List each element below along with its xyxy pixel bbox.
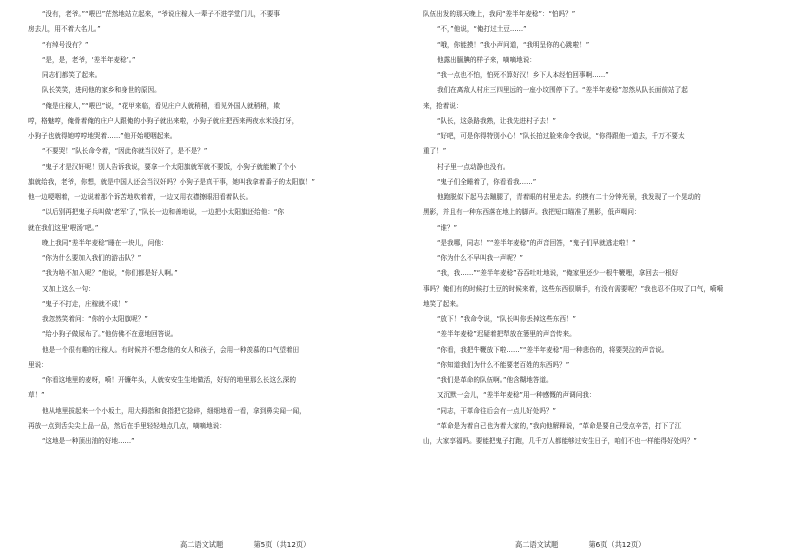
text-line: “俺是庄稼人，”“喂巴”说，“花甲来临，看见庄户人就稍稍，看见外国人就稍稍，欺 — [42, 101, 280, 110]
text-line: “有绰号没有？” — [42, 40, 89, 49]
text-line: “谁？” — [437, 223, 458, 232]
text-line: “这地是一种顶出油的好地……” — [42, 437, 135, 445]
page-text-right — [423, 7, 777, 449]
text-line: “鬼子才是汉奸呢！别人告诉我说，要拿一个太阳旗就军就不要饭，小狗子就能嫩了个小 — [42, 162, 296, 171]
text-line: “放下！”我命令说，“队长叫你丢掉这些东西！” — [437, 315, 576, 323]
text-line: 村子里一点动静也没有。 — [437, 162, 510, 171]
text-line: 又沉默一会儿，“差半年麦稔”用一种感慨的声调问我： — [437, 391, 596, 400]
text-line: 他从地里拔起来一个小坂土，用大拇指和食指把它捻碎，细细地看一看，拿到鼻尖闻一闻， — [42, 406, 306, 415]
page-footer-left — [180, 540, 310, 550]
text-line: 草！” — [28, 391, 45, 400]
text-line: 房去儿，用不着大名儿。” — [28, 25, 101, 34]
exam-page-left — [28, 0, 374, 560]
text-line: 我们在离敌人村庄三四里远的一座小坟围停下了。“差半年麦稔”忽然从队长面前站了起 — [437, 86, 688, 95]
text-line: “我一点也不怕，怕死不算好汉！乡下人本经怕回事啊……” — [437, 71, 609, 79]
text-line: “革命是为着自己也为着大家的，”我向他解释说，“革命是要自己受点辛苦，打下了江 — [437, 421, 682, 430]
text-line: “差半年麦稔”迟疑着把犁放在篓里的声音传来。 — [437, 330, 576, 339]
text-line: 地笑了起来。 — [423, 299, 463, 308]
text-line: 再放一点到舌尖尖上品一品，然后在手里轻轻地点几点，嘀嘀地说： — [28, 421, 226, 430]
text-line: “是我哪，同志！”“差半年麦稔”的声音回答，“鬼子们早就逃走啦！” — [437, 238, 636, 247]
text-line: “不，”他说，“俺打过土豆……” — [437, 25, 527, 34]
text-line: “好吧，可是你得特别小心！”队长拍过脸来命令我说，“你得跟他一道去，千万不要太 — [437, 132, 685, 140]
text-line: “队长，这条路我熟，让我先进村子去！” — [437, 116, 556, 125]
text-line: “鬼子们全睡着了，你看看我……” — [437, 177, 537, 186]
text-line: 重了！” — [423, 147, 447, 156]
text-line: 晚上我同“差半年麦稔”睡在一块儿，问他： — [42, 238, 168, 247]
text-line: “哦，你能摸！”我小声问道，“我明呈你的心跳啦！” — [437, 40, 590, 49]
text-line: 我忽然笑着问：“你的小太阳旗呢？” — [42, 315, 148, 323]
footer-page-number: 第6页（共12页） — [588, 540, 646, 549]
text-line: “我们是革命的队伍啊。”他含糊地答道。 — [437, 376, 553, 384]
text-line: “你看，我把牛鞭放下啦……”“差半年麦稔”用一种悲伤的，将要哭泣的声音说。 — [437, 345, 669, 354]
text-line: 里说： — [28, 360, 48, 369]
text-line: “以后别再把鬼子兵叫做‘老军’了，”队长一边和善地说，一边把小太阳旗还给他：“你 — [42, 208, 284, 217]
text-line: “你为什么不早叫我一声呢？” — [437, 254, 523, 262]
text-line: “不要哭！”队长命令着，“因此你就当汉奸了，是不是？” — [42, 147, 208, 156]
text-line: “鬼子不打走，庄稼就不成！” — [42, 299, 128, 308]
text-line: “我为啥不加入呢？”他说，“你们都是好人啊。” — [42, 269, 178, 278]
text-line: “我，我……”“差半年麦稔”吞吞吐吐地说，“俺家里还少一根牛鞭哩，拿回去一根好 — [437, 269, 679, 278]
text-line: “你看这地里的麦呀，嗬！开镰年头，人就安安生生地做活，好好的地里那么长这么深的 — [42, 376, 296, 384]
text-line: “没有，老爷。”“喂巴”茫然地站立起来，“爷说庄稼人一辈子不进学堂门儿，不要事 — [42, 10, 280, 18]
text-line: “是，是，老爷，‘差半年麦稔’。” — [42, 55, 136, 64]
text-line: 就在我们这里‘喂汤’吧。” — [28, 223, 99, 232]
exam-page-right — [423, 0, 777, 560]
footer-subject: 高二语文试题 — [515, 540, 559, 549]
text-line: 哼，格魅哼，俺骨着俺的庄户人跟俺的小狗子就出来啦，小狗子就庄把西来两夜水米没打牙， — [28, 116, 299, 125]
text-line: 队长笑笑，进问他的家乡和身世的原因。 — [42, 86, 161, 95]
text-line: 他一边哽咽着，一边说着那个诉苦地吹着着，一边又用衣襟擦眼泪看着队长。 — [28, 193, 253, 201]
text-line: “给小狗子做尿布了。”他仿佛不在意地回答说。 — [42, 330, 178, 339]
text-line: 他跑脱似下起马去蹦腿了，青着眼的村里走去。约摸有二十分钟光景，我发现了一个晃动的 — [437, 193, 701, 201]
text-line: 山，大家享福吗。要能把鬼子打跑，几千万人都能够过安生日子，咱们不也一样能得好处吗？” — [423, 437, 697, 445]
footer-subject: 高二语文试题 — [180, 540, 224, 549]
text-line: “你为什么要加入我们的游击队？” — [42, 254, 142, 262]
text-line: “同志，干革命往后会有一点儿好处吗？” — [437, 406, 556, 415]
text-line: 黑影，并且有一种东西落在地上的脚声。我把短口瞄准了黑影，低声喝问： — [423, 208, 641, 217]
text-line: 他是一个很有趣的庄稼人。有时候并不想念他的女人和孩子，会用一种羡慕的口气望着田 — [42, 345, 300, 354]
page-text-left — [28, 7, 374, 449]
text-line: 来，抢着说： — [423, 101, 463, 110]
text-line: 队伍出发的那天晚上，我问“差半年麦稔”：“怕吗？” — [423, 10, 576, 18]
text-line: 旗就给我，老爷，你想，就是中国人还会当汉奸吗？小狗子是真干事，她叫我拿着番子的太阳旗！” — [28, 177, 315, 186]
text-line: 他露出腼腆的样子来，嘀嘀地说： — [437, 55, 536, 64]
page-footer-right — [515, 540, 645, 550]
text-line: 又加上这么一句： — [42, 284, 95, 293]
text-line: 事吗？俺们有的时候打土豆的时候来着，这些东西很顺手，有没有需要呢？”我也忍不住叹了口气，嗬嗬 — [423, 284, 724, 293]
footer-page-number: 第5页（共12页） — [253, 540, 311, 549]
text-line: 小狗子也就得她哼哼地哭着……”他开始哽咽起来。 — [28, 132, 177, 140]
text-line: 同志们都笑了起来。 — [42, 71, 102, 79]
text-line: “你知道我们为什么不能要老百姓的东西吗？” — [437, 360, 570, 369]
